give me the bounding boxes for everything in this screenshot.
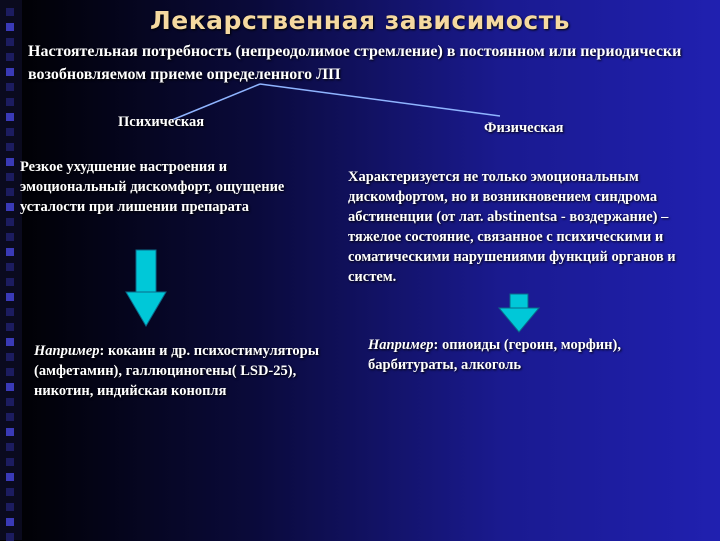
slide-title: Лекарственная зависимость <box>149 6 570 35</box>
psychic-example <box>34 341 334 401</box>
physical-example-label: Например <box>368 337 434 353</box>
psychic-label: Психическая <box>118 114 205 130</box>
physical-example-text: : опиоиды (героин, морфин), барбитураты, алкоголь <box>368 337 621 373</box>
physical-label: Физическая <box>484 120 564 136</box>
arrow-down-icon-right <box>499 294 539 332</box>
definition-text: Настоятельная потребность (непреодолимое стремление) в постоянном или периодически возобновляемом приеме определенного ЛП <box>28 43 682 83</box>
arrow-down-icon-left <box>126 250 166 326</box>
psychic-example-label: Например <box>34 343 100 359</box>
physical-example <box>368 335 708 375</box>
psychic-description: Резкое ухудшение настроения и эмоциональный дискомфорт, ощущение усталости при лишении препарата <box>20 159 285 215</box>
physical-description: Характеризуется не только эмоциональным дискомфортом, но и возникновением синдрома абстиненции (от лат. abstinentsa - воздержание) – тяжелое состояние, связанное с психическими и соматическими нарушениями функций органов и систем. <box>348 169 676 285</box>
psychic-example-text: : кокаин и др. психостимуляторы (амфетамин), галлюциногены( LSD-25), никотин, индийская конопля <box>34 343 320 399</box>
connector-physical <box>260 84 500 116</box>
